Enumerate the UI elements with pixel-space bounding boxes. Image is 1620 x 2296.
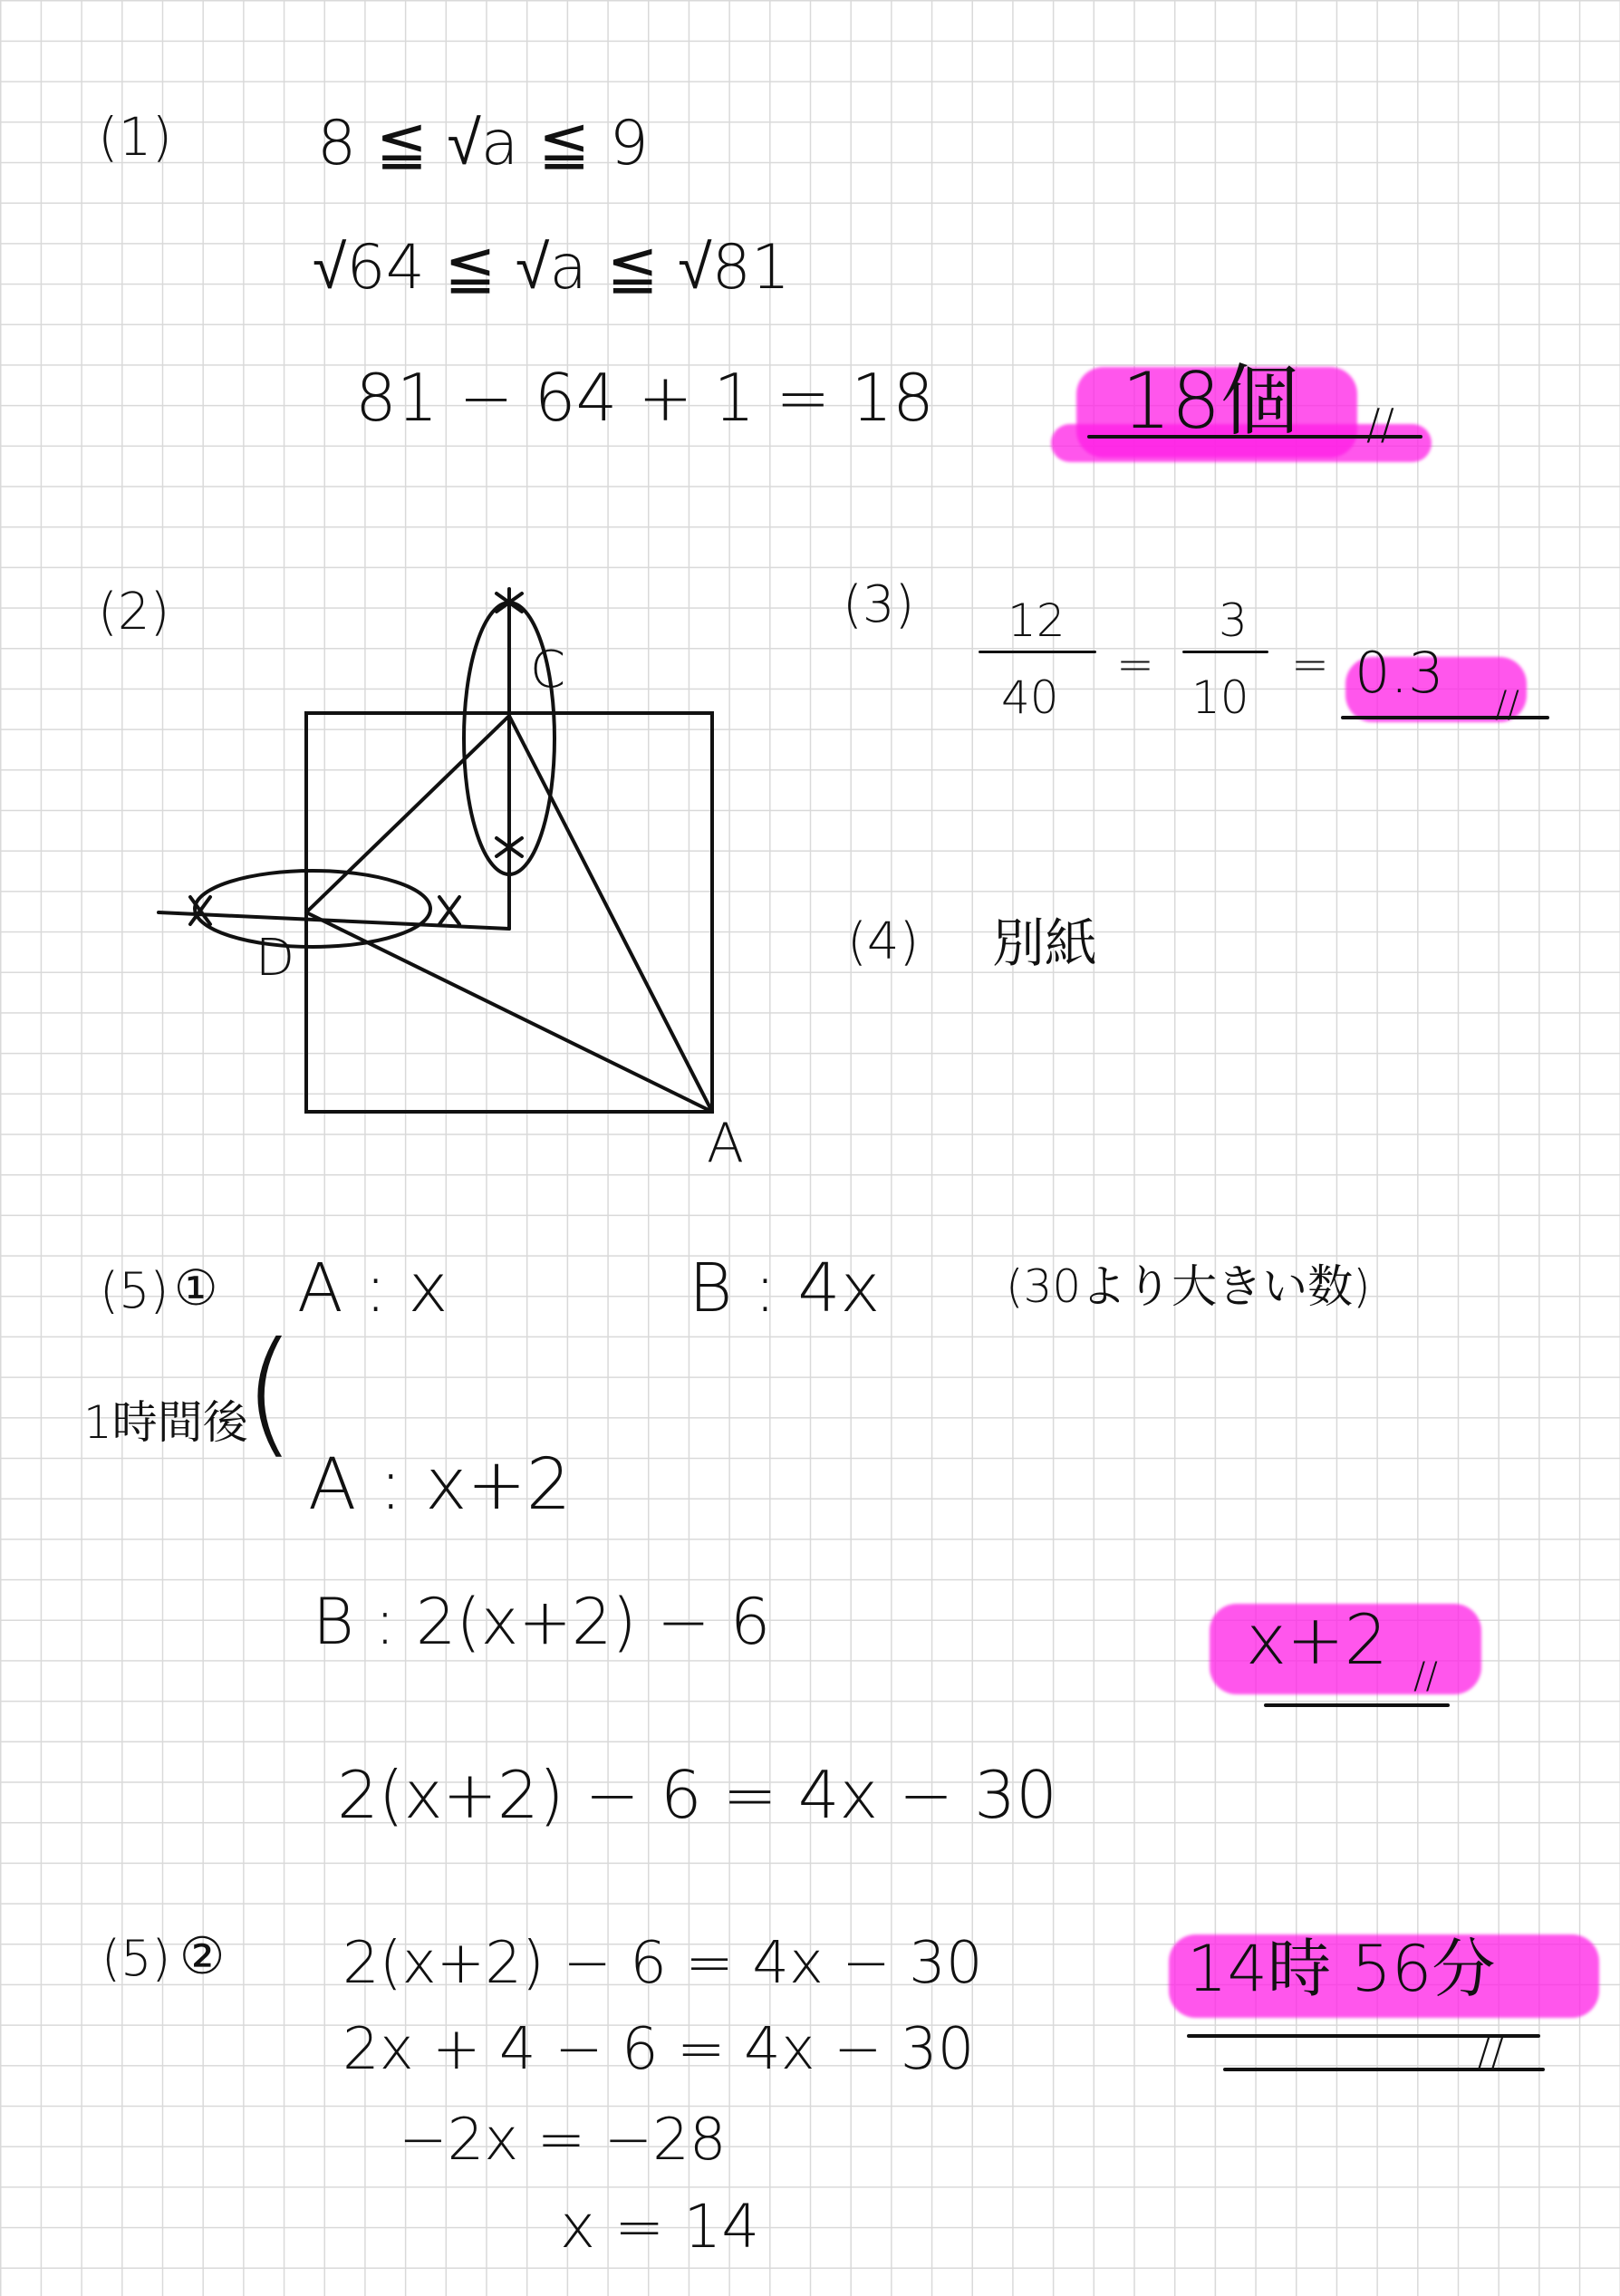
- q3-frac2-denominator: 10: [1191, 671, 1249, 724]
- q5-1-line-a2: A : x+2: [308, 1444, 572, 1526]
- q3-frac1-numerator: 12: [1008, 594, 1066, 647]
- q3-answer-underline: [1341, 716, 1549, 719]
- q1-line2: √64 ≦ √a ≦ √81: [313, 232, 791, 304]
- q1-label: (1): [98, 106, 173, 168]
- q3-answer-mark: //: [1495, 684, 1519, 726]
- q5-1-answer: x+2: [1246, 1599, 1389, 1680]
- q5-1-answer-mark: //: [1413, 1655, 1438, 1697]
- q4-text: 別紙: [992, 912, 1098, 974]
- q1-answer-mark: //: [1366, 400, 1394, 449]
- q5-2-step3: −2x = −28: [399, 2107, 727, 2174]
- q3-answer: 0.3: [1355, 640, 1444, 706]
- point-c: C: [530, 641, 566, 699]
- q5-2-circled-number: ②: [179, 1927, 226, 1986]
- q5-2-answer-underline-2: [1223, 2068, 1545, 2071]
- q5-1-label: (5): [100, 1262, 169, 1319]
- q5-1-note: (30より大きい数): [1006, 1260, 1371, 1313]
- q1-line3: 81 − 64 + 1 = 18: [355, 360, 934, 436]
- q1-line1: 8 ≦ √a ≦ 9: [317, 108, 649, 179]
- q5-2-step1: 2(x+2) − 6 = 4x − 30: [342, 1930, 983, 1997]
- q5-1-side-note: 1時間後: [83, 1396, 248, 1449]
- q2-label: (2): [98, 583, 170, 642]
- q5-1-answer-underline: [1264, 1703, 1450, 1707]
- q3-frac1-bar: [979, 651, 1096, 653]
- q5-2-step4: x = 14: [560, 2192, 760, 2262]
- point-d: D: [256, 929, 295, 988]
- arc-mark-right: [439, 897, 459, 924]
- q5-1-brace: (: [243, 1314, 296, 1471]
- q5-1-circled-number: ①: [174, 1259, 218, 1317]
- q3-frac1-denominator: 40: [1001, 671, 1059, 724]
- q3-label: (3): [843, 575, 915, 634]
- q1-answer: 18個: [1122, 356, 1299, 447]
- q4-label: (4): [847, 912, 920, 971]
- q5-2-answer: 14時 56分: [1187, 1932, 1496, 2006]
- q3-equals-2: =: [1291, 638, 1329, 690]
- q5-1-line-b: B : 4x: [689, 1249, 881, 1327]
- segment-cd: [306, 716, 509, 912]
- q5-2-step2: 2x + 4 − 6 = 4x − 30: [342, 2016, 975, 2083]
- q3-frac2-bar: [1182, 651, 1268, 653]
- q5-1-line-a: A : x: [297, 1249, 448, 1327]
- q5-1-equation: 2(x+2) − 6 = 4x − 30: [337, 1757, 1057, 1833]
- point-a: A: [707, 1112, 745, 1175]
- segment-ca: [509, 716, 712, 1112]
- q5-2-label: (5): [101, 1930, 171, 1987]
- q3-frac2-numerator: 3: [1219, 594, 1248, 647]
- q3-equals-1: =: [1116, 638, 1154, 690]
- q5-1-line-b2: B : 2(x+2) − 6: [313, 1585, 771, 1659]
- q5-2-answer-mark: //: [1477, 2031, 1504, 2077]
